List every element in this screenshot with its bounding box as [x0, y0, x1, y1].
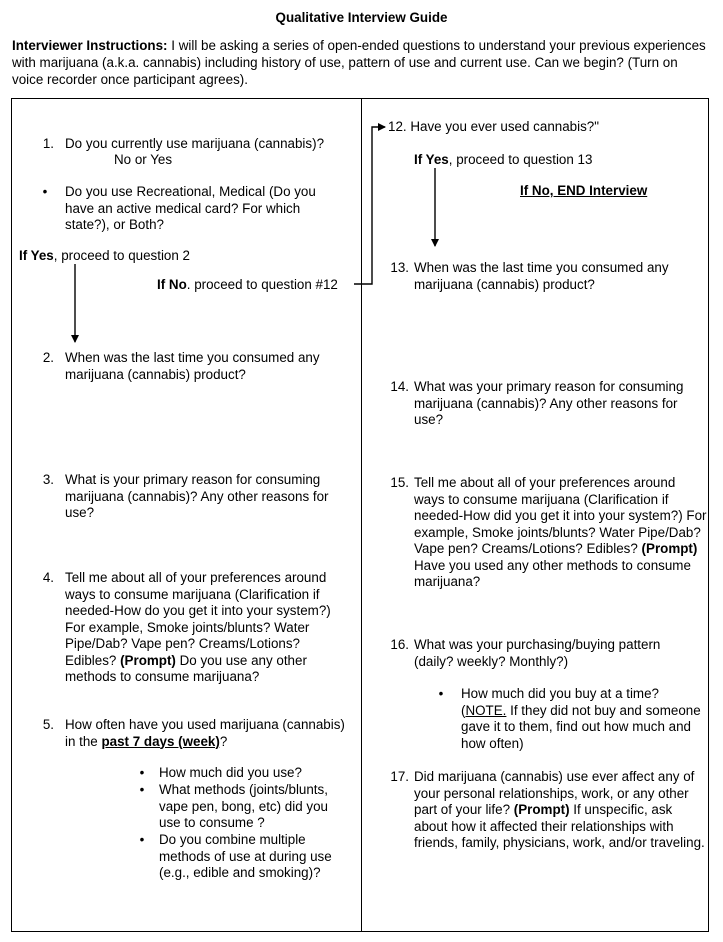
if-yes-label: If Yes — [414, 152, 449, 167]
q16-number: 16. — [390, 637, 409, 652]
q16-bullet — [461, 686, 705, 752]
q15-text-part2: Have you used any other methods to consume marijuana? — [414, 557, 691, 589]
column-divider — [361, 98, 362, 932]
q1-text: Do you currently use marijuana (cannabis)? — [65, 136, 325, 151]
q2-text: When was the last time you consumed any marijuana (cannabis) product? — [65, 350, 320, 382]
q15-prompt: (Prompt) — [641, 541, 698, 556]
q4-text — [65, 570, 353, 686]
q4-number: 4. — [42, 570, 54, 585]
bullet-dot: • — [139, 832, 145, 847]
q5-text — [65, 717, 351, 750]
q5-bullet-3: Do you combine multiple methods of use at during use (e.g., edible and smoking)? — [159, 832, 332, 880]
q12-text — [388, 119, 599, 136]
q1-use-type-text: Do you use Recreational, Medical (Do you have an active medical card? For which state?), or Both? — [65, 184, 316, 232]
q5-bullet-2: What methods (joints/blunts, vape pen, bong, etc) did you use to consume ? — [159, 782, 328, 830]
if-no-q12 — [157, 277, 338, 294]
q1-number: 1. — [42, 136, 54, 151]
q15-text — [414, 475, 708, 591]
q1-options: No or Yes — [114, 152, 173, 167]
q5-emphasis: past 7 days (week) — [101, 733, 220, 749]
q12-number: 12. — [388, 119, 407, 134]
if-yes-q13 — [414, 152, 592, 169]
q5-text-part1: How often have you used marijuana (cannabis) in the — [65, 717, 345, 749]
q5-bullet-1: How much did you use? — [159, 765, 302, 780]
q16-bullet-part2: If they did not buy and someone gave it to them, find out how much and how often) — [461, 702, 701, 751]
q13-number: 13. — [390, 260, 409, 275]
q5-number: 5. — [42, 717, 54, 732]
instructions-text: I will be asking a series of open-ended questions to understand your previous experiences with marijuana (a.k.a. cannabis) including history of use, pattern of use and current use. Can we begin? (Turn on voice recorder once participant agrees). — [12, 38, 706, 87]
bullet-dot: • — [139, 765, 145, 780]
q2-number: 2. — [42, 350, 54, 365]
bullet-dot: • — [438, 686, 444, 701]
if-yes-label: If Yes — [19, 248, 54, 263]
q12-question: Have you ever used cannabis?" — [410, 119, 599, 134]
q16-text: What was your purchasing/buying pattern (daily? weekly? Monthly?) — [414, 637, 661, 669]
q14-text: What was your primary reason for consuming marijuana (cannabis)? Any other reasons for use? — [414, 379, 684, 427]
q4-text-part1: Tell me about all of your preferences around ways to consume marijuana (Clarification if needed-How do you get it into your system?) For example, Smoke joints/blunts? Water Pipe/Dab? Vape pen? Creams/Lotions? Edibles? — [65, 570, 331, 668]
bullet-dot: • — [42, 184, 48, 199]
q3-text: What is your primary reason for consuming marijuana (cannabis)? Any other reasons for use? — [65, 472, 329, 520]
if-no-rest: . proceed to question #12 — [186, 277, 338, 292]
q15-text-part1: Tell me about all of your preferences around ways to consume marijuana (Clarification if needed-How did you get it into your system?) For example, Smoke joints/blunts? Water Pipe/Dab? Vape pen? Creams/Lotions? Edibles? — [414, 475, 707, 556]
q17-number: 17. — [390, 769, 409, 784]
if-yes-rest: , proceed to question 13 — [448, 152, 593, 167]
q3-number: 3. — [42, 472, 54, 487]
if-no-end-interview: If No, END Interview — [520, 183, 648, 198]
q17-text-part2: If unspecific, ask about how it affected their relationships with friends, family, physicians, work, and/or traveling. — [414, 802, 705, 850]
instructions-label: Interviewer Instructions: — [12, 38, 168, 53]
q17-text-part1: Did marijuana (cannabis) use ever affect any of your personal relationships, work, or any other part of your life? — [414, 769, 695, 817]
interviewer-instructions — [12, 37, 712, 88]
bullet-dot: • — [139, 782, 145, 797]
q5-text-part2: ? — [219, 733, 228, 749]
q17-text — [414, 769, 708, 852]
q17-prompt: (Prompt) — [513, 802, 570, 817]
q4-text-part2: Do you use any other methods to consume marijuana? — [65, 652, 307, 684]
q4-prompt: (Prompt) — [120, 652, 176, 668]
if-yes-q2 — [19, 248, 190, 265]
q16-bullet-part1: How much did you buy at a time? ( — [461, 686, 659, 718]
q13-text: When was the last time you consumed any marijuana (cannabis) product? — [414, 260, 669, 292]
q14-number: 14. — [390, 379, 409, 394]
page-title: Qualitative Interview Guide — [275, 10, 448, 25]
if-no-label: If No — [157, 277, 187, 292]
if-yes-rest: , proceed to question 2 — [53, 248, 190, 263]
q16-bullet-note: NOTE. — [465, 702, 507, 718]
q15-number: 15. — [390, 475, 409, 490]
